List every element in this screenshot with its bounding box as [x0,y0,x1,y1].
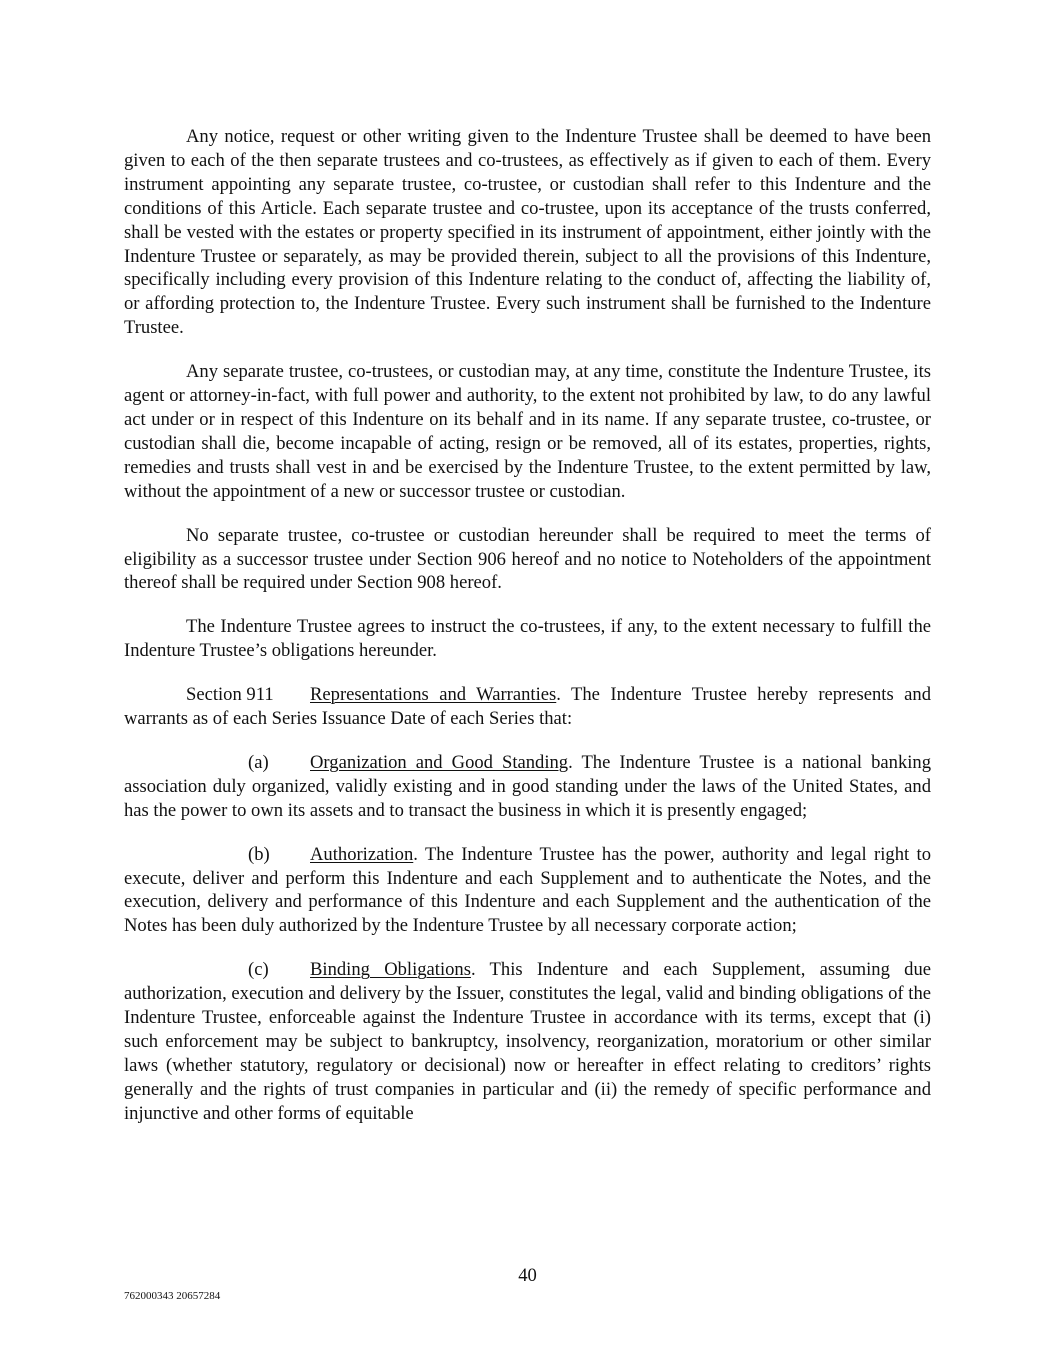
subsection-heading: Organization and Good Standing [310,751,569,773]
subsection-label: (c) [248,959,269,981]
section-text: . The Indenture Trustee hereby represents and warrants as of each Series Issuance Date of each Series that: [124,684,931,730]
document-body [124,125,931,1146]
paragraph-notice: Any notice, request or other writing given to the Indenture Trustee shall be deemed to have been given to each of the then separate trustees and co-trustees, as effectively as if given to each of them. Every instrument appointing any separate trustee, co-trustee, or custodian shall refer to this Indenture and the conditions of this Article. Each separate trustee and co-trustee, upon its acceptance of the trusts conferred, shall be vested with the estates or property specified in its instrument of appointment, either jointly with the Indenture Trustee or separately, as may be provided therein, subject to all the provisions of this Indenture, specifically including every provision of this Indenture relating to the conduct of, affecting the liability of, or affording protection to, the Indenture Trustee. Every such instrument shall be furnished to the Indenture Trustee. [124,126,931,339]
paragraph-co-trustee-instruction: The Indenture Trustee agrees to instruct the co-trustees, if any, to the extent necessary to fulfill the Indenture Trustee’s obligations hereunder. [124,616,931,662]
section-heading: Representations and Warranties [310,684,557,706]
paragraph-eligibility: No separate trustee, co-trustee or custodian hereunder shall be required to meet the terms of eligibility as a successor trustee under Section 906 hereof and no notice to Noteholders of the appointment thereof shall be required under Section 908 hereof. [124,524,931,594]
subsection-b [124,843,931,939]
subsection-label: (a) [248,751,269,773]
section-number: Section 911 [186,684,274,706]
paragraph-separate-trustee-authority: Any separate trustee, co-trustees, or custodian may, at any time, constitute the Indenture Trustee, its agent or attorney-in-fact, with full power and authority, to the extent not prohibited by law, to do any lawful act under or in respect of this Indenture on its behalf and in its name. If any separate trustee, co-trustee, or custodian shall die, become incapable of acting, resign or be removed, all of its estates, properties, rights, remedies and trusts shall vest in and be exercised by the Indenture Trustee, to the extent permitted by law, without the appointment of a new or successor trustee or custodian. [124,361,931,502]
subsection-c [124,958,931,1125]
document-id: 762000343 20657284 [124,1290,221,1302]
subsection-a [124,751,931,823]
page-number: 40 [518,1265,537,1286]
subsection-text: . The Indenture Trustee is a national banking association duly organized, validly existing and in good standing under the laws of the United States, and has the power to own its assets and to transact the business in which it is presently engaged; [124,751,932,821]
section-911 [124,683,931,731]
subsection-text: . This Indenture and each Supplement, assuming due authorization, execution and delivery by the Issuer, constitutes the legal, valid and binding obligations of the Indenture Trustee, enforceable against the Indenture Trustee in accordance with its terms, except that (i) such enforcement may be subject to bankruptcy, insolvency, reorganization, moratorium or other similar laws (whether statutory, regulatory or decisional) now or hereafter in effect relating to creditors’ rights generally and the rights of trust companies in particular and (ii) the remedy of specific performance and injunctive and other forms of equitable [124,959,931,1124]
subsection-heading: Authorization [310,843,414,865]
subsection-label: (b) [248,843,270,865]
subsection-heading: Binding Obligations [310,959,471,981]
subsection-text: . The Indenture Trustee has the power, authority and legal right to execute, deliver and perform this Indenture and each Supplement and to authenticate the Notes, and the execution, delivery and performance of this Indenture and each Supplement and the authentication of the Notes has been duly authorized by the Indenture Trustee by all necessary corporate action; [124,843,931,937]
